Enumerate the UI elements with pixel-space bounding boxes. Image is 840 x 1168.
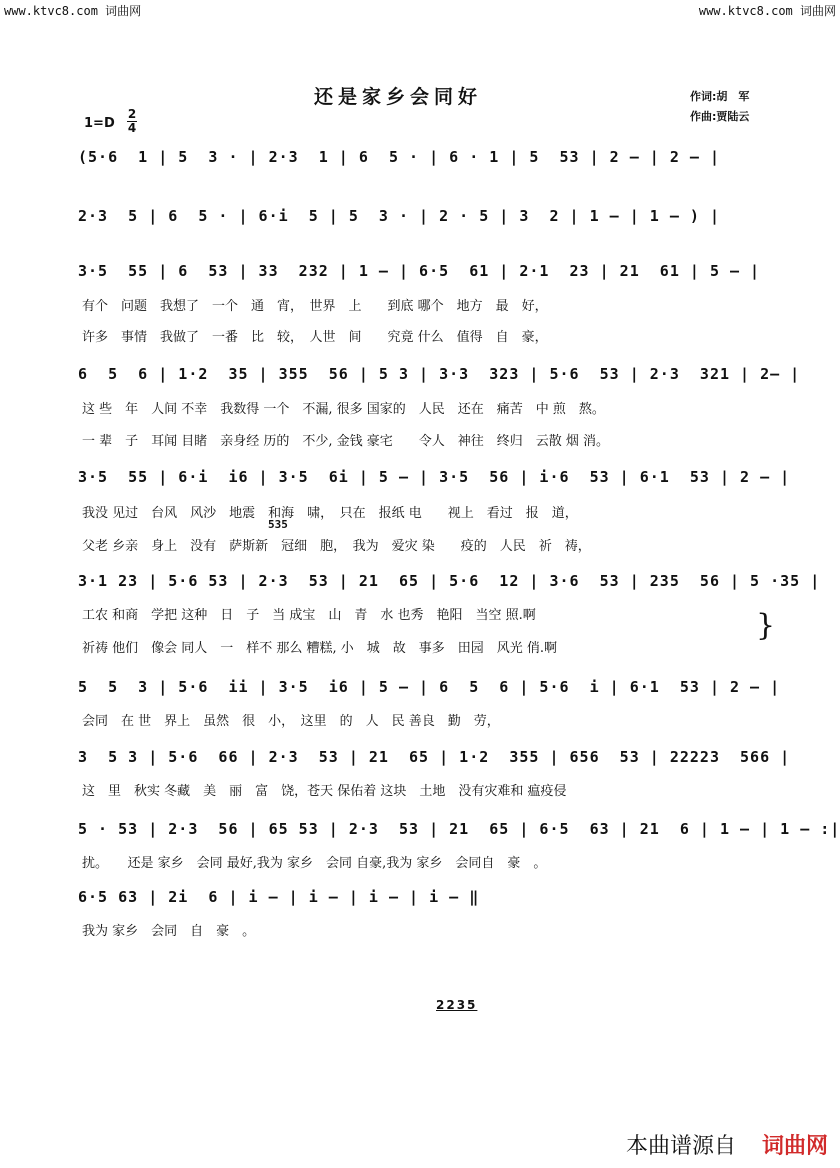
lyricist-credit: 作词:胡 军 [690,90,750,103]
staff-line-10: 6·5 63 | 2i 6 | i — | i — | i — | i — ‖ [78,888,480,906]
key-signature: 1=D [84,116,115,131]
time-signature [126,108,138,135]
page-number: 2235 [436,998,478,1012]
grace-note: 535 [268,518,288,531]
staff-line-4: 6 5 6 | 1·2 35 | 355 56 | 5 3 | 3·3 323 | 5·6 53 | 2·3 321 | 2— | [78,365,801,383]
site-url-left[interactable]: www.ktvc8.com 词曲网 [4,4,142,18]
lyric-line-2: 许多 事情 我做了 一番 比 较， 人世 间 究竟 什么 值得 自 豪， [82,330,548,345]
staff-line-6: 3·1 23 | 5·6 53 | 2·3 53 | 21 65 | 5·6 12 | 3·6 53 | 235 56 | 5 ·35 | [78,572,821,590]
lyric-line-4: 一 辈 子 耳闻 目睹 亲身经 历的 不少, 金钱 豪宅 令人 神往 终归 云散 烟 消。 [82,434,610,449]
staff-line-7: 5 5 3 | 5·6 ii | 3·5 i6 | 5 — | 6 5 6 | 5·6 i | 6·1 53 | 2 — | [78,678,781,696]
composer-credit: 作曲:贾陆云 [690,110,750,123]
lyric-line-7: 工农 和商 学把 这种 日 子 当 成宝 山 青 水 也秀 艳阳 当空 照.啊 [82,608,536,623]
lyric-line-6: 父老 乡亲 身上 没有 萨斯新 冠细 胞， 我为 爱灾 染 疫的 人民 祈 祷， [82,539,591,554]
lyric-line-12: 我为 家乡 会同 自 豪 。 [82,924,256,939]
site-url-right[interactable]: www.ktvc8.com 词曲网 [698,4,836,18]
lyric-line-9: 会同 在 世 界上 虽然 很 小， 这里 的 人 民 善良 勤 劳， [82,714,500,729]
staff-line-9: 5 · 53 | 2·3 56 | 65 53 | 2·3 53 | 21 65 | 6·5 63 | 21 6 | 1 — | 1 — :| [78,820,840,838]
lyric-line-8: 祈祷 他们 像会 同人 一 样不 那么 糟糕, 小 城 故 事多 田园 风光 俏.啊 [82,641,558,656]
staff-line-3: 3·5 55 | 6 53 | 33 232 | 1 — | 6·5 61 | 2·1 23 | 21 61 | 5 — | [78,262,761,280]
lyric-line-11: 扰。 还是 家乡 会同 最好,我为 家乡 会同 自豪,我为 家乡 会同自 豪 。 [82,856,547,871]
time-signature-bottom: 4 [127,121,137,135]
staff-line-5: 3·5 55 | 6·i i6 | 3·5 6i | 5 — | 3·5 56 | i·6 53 | 6·1 53 | 2 — | [78,468,791,486]
lyric-line-3: 这 些 年 人间 不幸 我数得 一个 不漏, 很多 国家的 人民 还在 痛苦 中 煎 熬。 [82,402,605,417]
staff-line-8: 3 5 3 | 5·6 66 | 2·3 53 | 21 65 | 1·2 355 | 656 53 | 22223 566 | [78,748,791,766]
lyric-line-1: 有个 问题 我想了 一个 通 宵， 世界 上 到底 哪个 地方 最 好， [82,299,548,314]
footer-brand-link[interactable]: 词曲网 [761,1134,828,1159]
lyric-line-5: 我没 见过 台风 风沙 地震 和海 啸， 只在 报纸 电 视上 看过 报 道， [82,506,578,521]
staff-line-1: (5·6 1 | 5 3 · | 2·3 1 | 6 5 · | 6 · 1 | 5 53 | 2 — | 2 — | [78,148,720,166]
footer-source-label: 本曲谱源自 [625,1134,736,1159]
staff-line-2: 2·3 5 | 6 5 · | 6·i 5 | 5 3 · | 2 · 5 | 3 2 | 1 — | 1 — ) | [78,207,720,225]
repeat-brace: } [756,608,776,643]
song-title: 还是家乡会同好 [314,86,483,108]
time-signature-top: 2 [127,107,137,121]
lyric-line-10: 这 里 秋实 冬藏 美 丽 富 饶，苍天 保佑着 这块 土地 没有灾难和 瘟疫侵 [82,784,567,799]
